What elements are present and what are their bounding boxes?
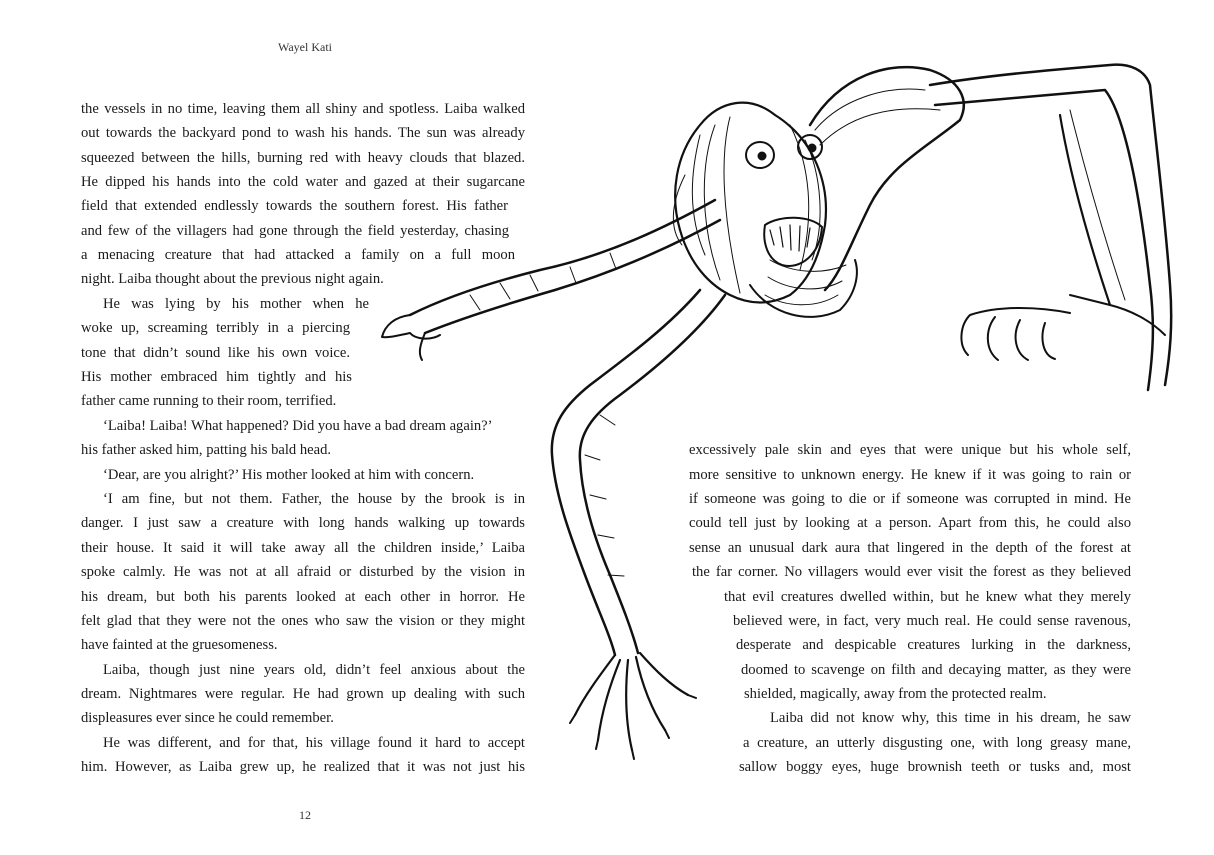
left-line-23: have fainted at the gruesomeness. <box>81 637 278 653</box>
left-line-15: his father asked him, patting his bald head. <box>81 442 332 458</box>
left-line-4: He dipped his hands into the cold water and gazed at their sugarcane <box>81 174 525 190</box>
left-line-6: and few of the villagers had gone through the field yesterday, chasing <box>81 223 509 239</box>
creature-back <box>810 67 964 290</box>
running-head: Wayel Kati <box>277 40 332 54</box>
right-line-7: that evil creatures dwelled within, but he knew what they merely <box>724 589 1131 605</box>
right-line-5: sense an unusual dark aura that lingered in the depth of the forest at <box>689 540 1131 556</box>
left-line-25: dream. Nightmares were regular. He had grown up dealing with such <box>81 686 525 702</box>
right-line-6: the far corner. No villagers would ever visit the forest as they believed <box>692 564 1131 580</box>
right-line-9: desperate and despicable creatures lurking in the darkness, <box>736 637 1131 653</box>
left-line-1: the vessels in no time, leaving them all shiny and spotless. Laiba walked <box>81 101 525 117</box>
right-line-11: shielded, magically, away from the protected realm. <box>744 686 1047 702</box>
creature-right-arm <box>930 65 1171 385</box>
creature-left-hand <box>382 315 440 360</box>
right-line-4: could tell just by looking at a person. Apart from this, he could also <box>689 515 1131 531</box>
creature-claw <box>575 653 688 750</box>
left-line-21: his dream, but both his parents looked at each other in horror. He <box>81 589 525 605</box>
left-line-16: ‘Dear, are you alright?’ His mother looked at him with concern. <box>103 467 475 483</box>
right-line-10: doomed to scavenge on filth and decaying matter, as they were <box>741 662 1131 678</box>
left-line-24: Laiba, though just nine years old, didn’t feel anxious about the <box>103 662 525 678</box>
left-line-27: He was different, and for that, his village found it hard to accept <box>103 735 525 751</box>
left-line-9: He was lying by his mother when he <box>103 296 369 312</box>
right-line-8: believed were, in fact, very much real. He could sense ravenous, <box>733 613 1131 629</box>
left-line-20: spoke calmly. He was not at all afraid or disturbed by the vision in <box>81 564 525 580</box>
left-line-3: squeezed between the hills, burning red with heavy clouds that blazed. <box>81 150 525 166</box>
left-line-13: father came running to their room, terrified. <box>81 393 337 409</box>
left-line-17: ‘I am fine, but not them. Father, the house by the brook is in <box>103 491 525 507</box>
creature-hanging-arm <box>552 290 700 655</box>
right-line-13: a creature, an utterly disgusting one, with long greasy mane, <box>743 735 1131 751</box>
left-line-8: night. Laiba thought about the previous night again. <box>81 271 384 287</box>
left-line-2: out towards the backyard pond to wash his hands. The sun was already <box>81 125 525 141</box>
right-line-14: sallow boggy eyes, huge brownish teeth or tusks and, most <box>739 759 1131 775</box>
right-line-1: excessively pale skin and eyes that were unique but his whole self, <box>689 442 1131 458</box>
left-line-14: ‘Laiba! Laiba! What happened? Did you have a bad dream again?’ <box>103 418 493 434</box>
left-line-28: him. However, as Laiba grew up, he realized that it was not just his <box>81 759 525 775</box>
creature-hair <box>675 103 826 303</box>
left-line-22: felt glad that they were not the ones who saw the vision or they might <box>81 613 525 629</box>
right-line-3: if someone was going to die or if someone was corrupted in mind. He <box>689 491 1131 507</box>
left-line-19: their house. It said it will take away all the children inside,’ Laiba <box>81 540 525 556</box>
left-line-18: danger. I just saw a creature with long hands walking up towards <box>81 515 525 531</box>
left-line-11: tone that didn’t sound like his own voice. <box>81 345 350 361</box>
page-number: 12 <box>299 808 311 822</box>
left-line-7: a menacing creature that had attacked a family on a full moon <box>81 247 515 263</box>
left-line-5: field that extended endlessly towards the southern forest. His father <box>81 198 508 214</box>
left-line-10: woke up, screaming terribly in a piercing <box>81 320 350 336</box>
creature-right-hand <box>961 308 1070 360</box>
right-line-2: more sensitive to unknown energy. He knew if it was going to rain or <box>689 467 1131 483</box>
left-line-26: displeasures ever since he could remember. <box>81 710 334 726</box>
left-line-12: His mother embraced him tightly and his <box>81 369 352 385</box>
right-line-12: Laiba did not know why, this time in his dream, he saw <box>770 710 1131 726</box>
